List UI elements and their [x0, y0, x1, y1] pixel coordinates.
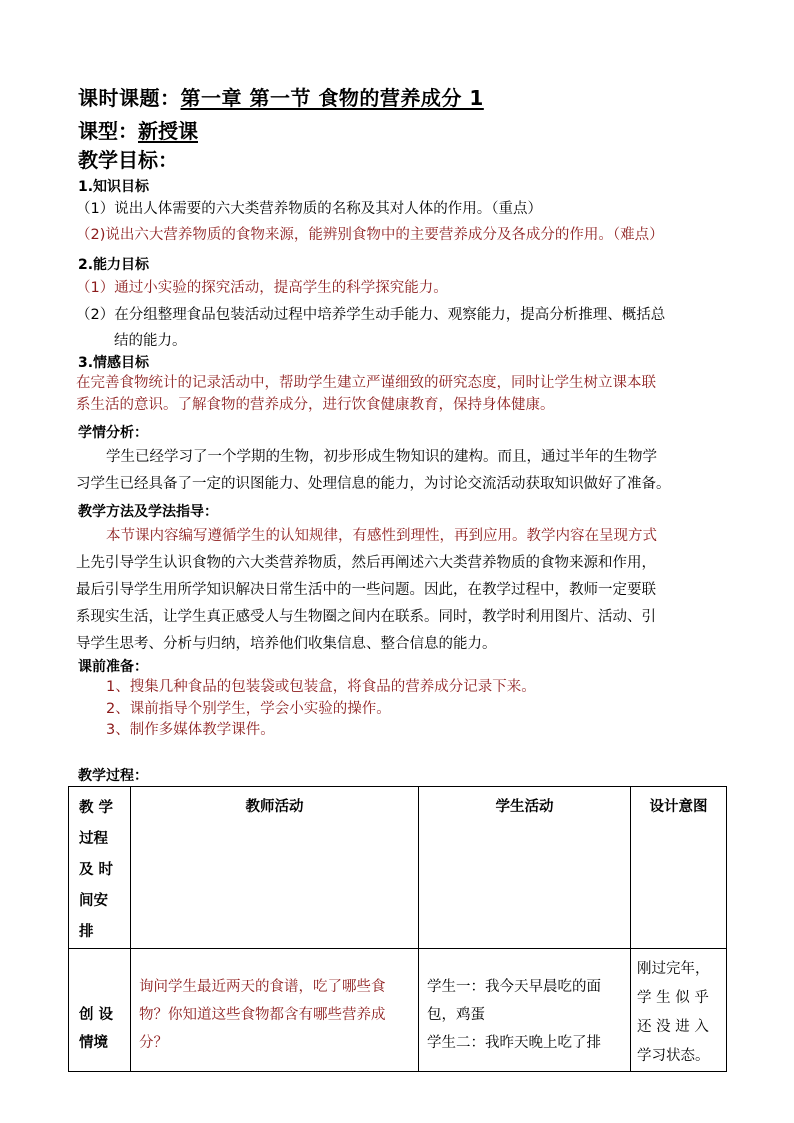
analysis-line-1: 学生已经学习了一个学期的生物，初步形成生物知识的建构。而且，通过半年的生物学	[106, 449, 657, 465]
method-line-3: 最后引导学生用所学知识解决日常生活中的一些问题。因此，在教学过程中，教师一定要联	[76, 582, 656, 598]
table-row	[69, 949, 727, 1072]
header-stage-line-2: 过程	[79, 831, 108, 847]
row1-student-line-3: 学生二：我昨天晚上吃了排	[427, 1035, 601, 1051]
prep-item-1: 1、搜集几种食品的包装袋或包装盒，将食品的营养成分记录下来。	[106, 679, 536, 695]
process-table	[68, 786, 727, 1072]
lesson-title	[78, 82, 484, 111]
knowledge-heading: 1.知识目标	[78, 179, 150, 195]
lesson-title-prefix: 课时课题：	[78, 86, 181, 110]
row1-design-line-3: 还 没 进 入	[637, 1019, 709, 1035]
lesson-type-value: 新授课	[138, 119, 198, 143]
row1-design-line-2: 学 生 似 乎	[637, 990, 709, 1006]
objectives-heading: 教学目标：	[78, 148, 178, 172]
table-header-row	[69, 787, 727, 949]
analysis-line-2: 习学生已经具备了一定的识图能力、处理信息的能力，为讨论交流活动获取知识做好了准备。	[76, 476, 671, 492]
header-stage-line-5: 排	[79, 924, 94, 940]
ability-item-1: （1）通过小实验的探究活动，提高学生的科学探究能力。	[76, 280, 448, 296]
prep-item-2: 2、课前指导个别学生，学会小实验的操作。	[106, 701, 391, 717]
row1-design-line-1: 刚过完年，	[637, 961, 710, 977]
header-stage-line-4: 间安	[79, 893, 108, 909]
knowledge-item-2: （2)说出六大营养物质的食物来源，能辨别食物中的主要营养成分及各成分的作用。（难点）	[76, 227, 664, 243]
lesson-type	[78, 115, 198, 144]
method-heading: 教学方法及学法指导：	[78, 504, 218, 520]
row1-design-cell	[631, 949, 727, 1072]
row1-student-line-1: 学生一：我今天早晨吃的面	[427, 979, 601, 995]
method-line-2: 上先引导学生认识食物的六大类营养物质，然后再阐述六大类营养物质的食物来源和作用，	[76, 555, 656, 571]
emotion-line-2: 系生活的意识。了解食物的营养成分，进行饮食健康教育，保持身体健康。	[76, 397, 555, 413]
header-teacher-cell: 教师活动	[131, 787, 419, 949]
header-design-cell: 设计意图	[631, 787, 727, 949]
header-stage-line-3: 及 时	[79, 862, 114, 878]
analysis-heading: 学情分析：	[78, 425, 148, 441]
ability-heading: 2.能力目标	[78, 257, 150, 273]
row1-teacher-cell: 询问学生最近两天的食谱，吃了哪些食物？你知道这些食物都含有哪些营养成分？	[131, 949, 419, 1072]
header-stage-cell	[69, 787, 131, 949]
ability-item-2: （2）在分组整理食品包装活动过程中培养学生动手能力、观察能力，提高分析推理、概括总	[76, 307, 666, 323]
ability-item-2-cont: 结的能力。	[114, 333, 187, 349]
header-stage-line-1: 教 学	[79, 800, 114, 816]
method-line-5: 导学生思考、分析与归纳，培养他们收集信息、整合信息的能力。	[76, 636, 497, 652]
emotion-heading: 3.情感目标	[78, 355, 150, 371]
method-line-1: 本节课内容编写遵循学生的认知规律，有感性到理性，再到应用。教学内容在呈现方式	[106, 528, 657, 544]
emotion-line-1: 在完善食物统计的记录活动中，帮助学生建立严谨细致的研究态度，同时让学生树立课本联	[76, 375, 656, 391]
prep-item-3: 3、制作多媒体教学课件。	[106, 722, 275, 738]
lesson-title-main: 第一章 第一节 食物的营养成分 1	[180, 86, 484, 110]
row1-design-line-4: 学习状态。	[637, 1048, 710, 1064]
row1-student-line-2: 包，鸡蛋	[427, 1007, 485, 1023]
header-student-cell: 学生活动	[419, 787, 631, 949]
prep-heading: 课前准备：	[78, 659, 148, 675]
process-heading: 教学过程：	[78, 768, 148, 784]
row1-student-cell	[419, 949, 631, 1072]
row1-stage-cell	[69, 949, 131, 1072]
row1-stage-line-1: 创 设	[79, 1007, 114, 1023]
method-line-4: 系现实生活，让学生真正感受人与生物圈之间内在联系。同时，教学时利用图片、活动、引	[76, 609, 656, 625]
knowledge-item-1: （1）说出人体需要的六大类营养物质的名称及其对人体的作用。（重点）	[76, 201, 542, 217]
row1-stage-line-2: 情境	[79, 1035, 108, 1051]
lesson-type-prefix: 课型：	[78, 119, 138, 143]
